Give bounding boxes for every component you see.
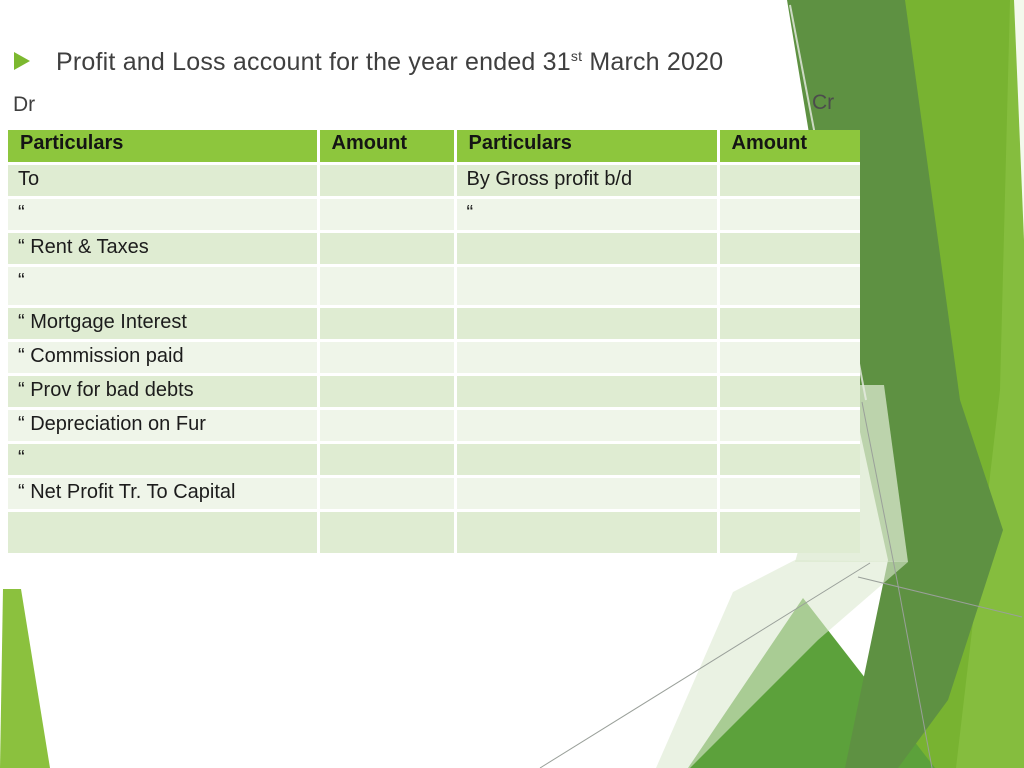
table-cell bbox=[718, 409, 860, 443]
table-cell bbox=[718, 198, 860, 232]
header-cell-amount-dr: Amount bbox=[318, 130, 455, 164]
table-cell bbox=[718, 477, 860, 511]
table-cell bbox=[718, 232, 860, 266]
table-cell bbox=[455, 341, 718, 375]
table-cell bbox=[455, 266, 718, 307]
table-cell bbox=[455, 409, 718, 443]
table-cell bbox=[718, 375, 860, 409]
table-row bbox=[8, 198, 860, 232]
table-cell: By Gross profit b/d bbox=[455, 164, 718, 198]
table-cell bbox=[718, 443, 860, 477]
table-cell bbox=[718, 511, 860, 553]
triangle-right-icon bbox=[14, 52, 30, 70]
table-cell bbox=[718, 266, 860, 307]
table-row bbox=[8, 266, 860, 307]
title-prefix: Profit and Loss account for the year ended 31 bbox=[56, 48, 571, 76]
table-cell: To bbox=[8, 164, 318, 198]
table-cell bbox=[718, 164, 860, 198]
table-cell bbox=[318, 341, 455, 375]
table-cell: “ bbox=[455, 198, 718, 232]
table-cell: “ Commission paid bbox=[8, 341, 318, 375]
table-cell bbox=[318, 307, 455, 341]
table-cell bbox=[455, 443, 718, 477]
table-cell: “ bbox=[8, 266, 318, 307]
title-superscript: st bbox=[570, 48, 583, 64]
table-cell bbox=[455, 232, 718, 266]
table-cell bbox=[318, 375, 455, 409]
table-cell bbox=[318, 477, 455, 511]
table-row bbox=[8, 341, 860, 375]
table-cell bbox=[455, 477, 718, 511]
profit-loss-table bbox=[8, 130, 860, 553]
slide-title-row bbox=[14, 48, 723, 77]
table-cell bbox=[455, 307, 718, 341]
table-header-row bbox=[8, 130, 860, 164]
table-cell bbox=[455, 511, 718, 553]
header-cell-particulars-cr: Particulars bbox=[455, 130, 718, 164]
table-row bbox=[8, 443, 860, 477]
table-row bbox=[8, 232, 860, 266]
table-row bbox=[8, 164, 860, 198]
decor-bottom-left-wedge bbox=[0, 589, 50, 768]
table-cell bbox=[318, 266, 455, 307]
table-row bbox=[8, 477, 860, 511]
page-title bbox=[56, 48, 723, 77]
cr-label: Cr bbox=[812, 91, 835, 114]
table-cell: “ Depreciation on Fur bbox=[8, 409, 318, 443]
table-cell: “ bbox=[8, 443, 318, 477]
header-cell-amount-cr: Amount bbox=[718, 130, 860, 164]
title-suffix: March 2020 bbox=[582, 48, 724, 76]
table-cell: “ Mortgage Interest bbox=[8, 307, 318, 341]
table-body bbox=[8, 164, 860, 553]
table-header bbox=[8, 130, 860, 164]
table-cell: “ Prov for bad debts bbox=[8, 375, 318, 409]
header-cell-particulars-dr: Particulars bbox=[8, 130, 318, 164]
table-cell bbox=[718, 307, 860, 341]
table-row bbox=[8, 409, 860, 443]
table-cell bbox=[318, 198, 455, 232]
table-row bbox=[8, 375, 860, 409]
table-cell bbox=[318, 443, 455, 477]
dr-label: Dr bbox=[13, 93, 36, 116]
table-cell bbox=[318, 164, 455, 198]
table-cell bbox=[455, 375, 718, 409]
table-cell: “ bbox=[8, 198, 318, 232]
table-cell bbox=[318, 511, 455, 553]
table-cell bbox=[318, 232, 455, 266]
table-cell: “ Rent & Taxes bbox=[8, 232, 318, 266]
table-cell bbox=[318, 409, 455, 443]
table-cell bbox=[718, 341, 860, 375]
table-cell: “ Net Profit Tr. To Capital bbox=[8, 477, 318, 511]
table-cell bbox=[8, 511, 318, 553]
table-row bbox=[8, 511, 860, 553]
table-row bbox=[8, 307, 860, 341]
